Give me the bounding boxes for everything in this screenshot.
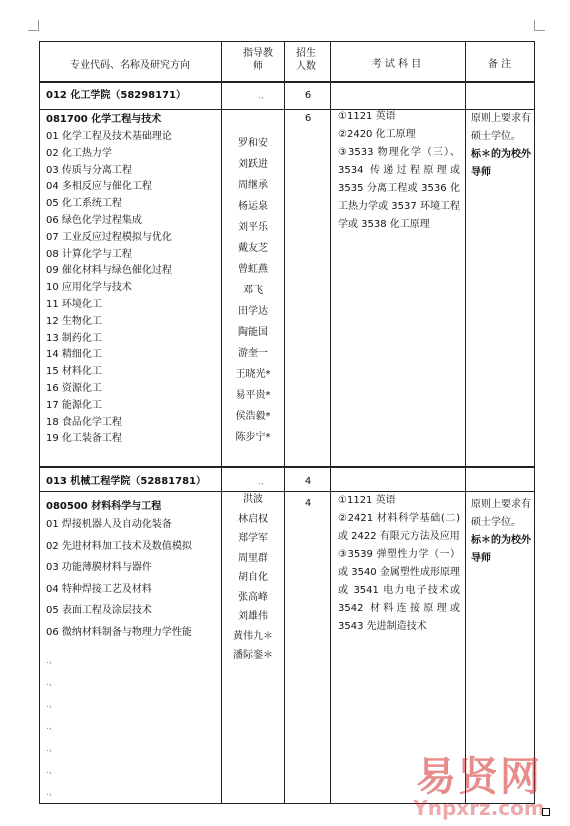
dept-title: 013 机械工程学院（52881781）: [46, 476, 207, 487]
direction-item: 09 催化材料与绿色催化过程: [46, 265, 172, 277]
tutor-name: 潘际銮＊: [233, 650, 273, 661]
tutor-name: 洪波: [243, 494, 263, 505]
page-end-marker: [542, 808, 550, 816]
direction-item: 06 微纳材料制备与物理力学性能: [46, 626, 192, 638]
tutor-name: 田学达: [238, 306, 268, 317]
direction-item: 11 环境化工: [46, 298, 102, 310]
remarks: [471, 110, 535, 182]
tutor-name: 陶能国: [238, 327, 268, 338]
direction-item: 16 资源化工: [46, 382, 102, 394]
tutor-name: 刘雄伟: [238, 611, 268, 622]
program-title: 081700 化学工程与技术: [46, 114, 162, 125]
direction-item: 13 制药化工: [46, 332, 102, 344]
header-enroll: 招生人数: [296, 48, 316, 72]
direction-item: 06 绿色化学过程集成: [46, 214, 142, 226]
direction-item: 19 化工装备工程: [46, 433, 122, 445]
tutor-name: 易平贵*: [235, 390, 271, 401]
tutor-name: 周里群: [238, 552, 268, 564]
exam-subjects: [338, 108, 460, 234]
tutor-name: 王晓光*: [235, 369, 271, 380]
remarks-external-tutor: 标＊的为校外导师: [471, 149, 531, 178]
exam-item: ③3539 弹塑性力学（一）或 3540 金属塑性成形原理或 3541 电力电子技术或 3542 材料连接原理或 3543 先进制造技术: [338, 549, 460, 632]
paragraph-mark: .,: [258, 91, 264, 101]
direction-item: 03 传质与分离工程: [46, 164, 132, 176]
tutor-name: 周继承: [238, 180, 268, 191]
direction-item: 15 材料化工: [46, 366, 102, 378]
tutor-name: 林启权: [238, 513, 268, 525]
direction-item: 04 特种焊接工艺及材料: [46, 583, 152, 595]
header-exam: 考 试 科 目: [371, 59, 422, 70]
direction-item: 01 化学工程及技术基础理论: [46, 131, 172, 142]
program-enroll: 4: [304, 498, 312, 509]
direction-item: 07 工业反应过程模拟与优化: [46, 231, 172, 243]
direction-item: 05 表面工程及涂层技术: [46, 605, 152, 616]
direction-item: 08 计算化学与工程: [46, 248, 132, 260]
exam-item: ①1121 英语: [338, 495, 396, 506]
watermark-text-en: Ynpxrz.com: [413, 796, 545, 820]
direction-item: 18 食品化学工程: [46, 416, 122, 428]
tutor-name: 曾虹燕: [238, 264, 268, 275]
tutor-name: 戴友芝: [238, 243, 268, 254]
direction-item: 01 焊接机器人及自动化装备: [46, 519, 172, 530]
exam-item: ①1121 英语: [338, 111, 396, 122]
empty-paragraph-marks: ., ., ., ., ., ., .,: [46, 656, 52, 798]
direction-item: 14 精细化工: [46, 349, 102, 361]
watermark-text-cn: 易贤网: [416, 753, 542, 800]
direction-item: 02 先进材料加工技术及数值模拟: [46, 540, 192, 552]
tutor-name: 黄伟九＊: [233, 630, 273, 642]
col-divider: [284, 42, 285, 803]
tutor-name: 陈步宁*: [235, 432, 271, 443]
exam-item: ②2420 化工原理: [338, 129, 416, 140]
exam-item: ②2421 材料科学基础(二)或 2422 有限元方法及应用: [338, 513, 460, 542]
remarks-text: 原则上要求有硕士学位。: [471, 113, 531, 142]
tutor-name: 张高峰: [238, 591, 268, 603]
direction-list: [46, 518, 192, 647]
tutor-name: 刘跃进: [238, 159, 268, 170]
tutor-name: 胡自化: [238, 572, 268, 583]
direction-item: 05 化工系统工程: [46, 198, 122, 210]
paragraph-mark: .,: [258, 477, 264, 487]
watermark-logo: [404, 753, 554, 820]
header-divider: [40, 81, 534, 83]
crop-mark-top-right: [534, 20, 545, 31]
remarks-text: 原则上要求有硕士学位。: [471, 499, 531, 528]
tutor-name: 郑学军: [238, 533, 268, 544]
direction-item: 03 功能薄膜材料与器件: [46, 562, 152, 573]
remarks-external-tutor: 标＊的为校外导师: [471, 535, 531, 564]
tutor-name: 侯浩毅*: [235, 411, 271, 422]
direction-item: 17 能源化工: [46, 399, 102, 411]
dept-enroll: 4: [304, 476, 312, 487]
header-program: 专业代码、名称及研究方向: [70, 60, 190, 71]
tutor-list: [222, 493, 284, 669]
tutor-name: 邓飞: [243, 285, 263, 296]
direction-item: 12 生物化工: [46, 315, 102, 327]
row-divider: [40, 466, 534, 468]
direction-item: 02 化工热力学: [46, 147, 112, 159]
exam-item: ③3533 物理化学（三）、3534 传递过程原理或 3535 分离工程或 3536 化工热力学或 3537 环境工程学或 3538 化工原理: [338, 147, 460, 230]
remarks: [471, 496, 535, 568]
tutor-name: 杨运泉: [238, 201, 268, 212]
header-tutor: 指导教师: [243, 48, 273, 72]
exam-subjects: [338, 492, 460, 636]
direction-list: [46, 130, 172, 449]
tutor-list: [222, 137, 284, 452]
crop-mark-top-left: [28, 20, 39, 31]
col-divider: [465, 42, 466, 803]
header-note: 备 注: [487, 59, 512, 70]
dept-enroll: 6: [304, 90, 312, 101]
col-divider: [330, 42, 331, 803]
dept-title: 012 化工学院（58298171）: [46, 90, 187, 101]
direction-item: 10 应用化学与技术: [46, 282, 132, 294]
direction-item: 04 多相反应与催化工程: [46, 181, 152, 193]
tutor-name: 游奎一: [238, 348, 268, 359]
program-enroll: 6: [304, 113, 312, 124]
tutor-name: 罗和安: [238, 138, 268, 149]
tutor-name: 刘平乐: [238, 222, 268, 233]
program-title: 080500 材料科学与工程: [46, 501, 162, 512]
